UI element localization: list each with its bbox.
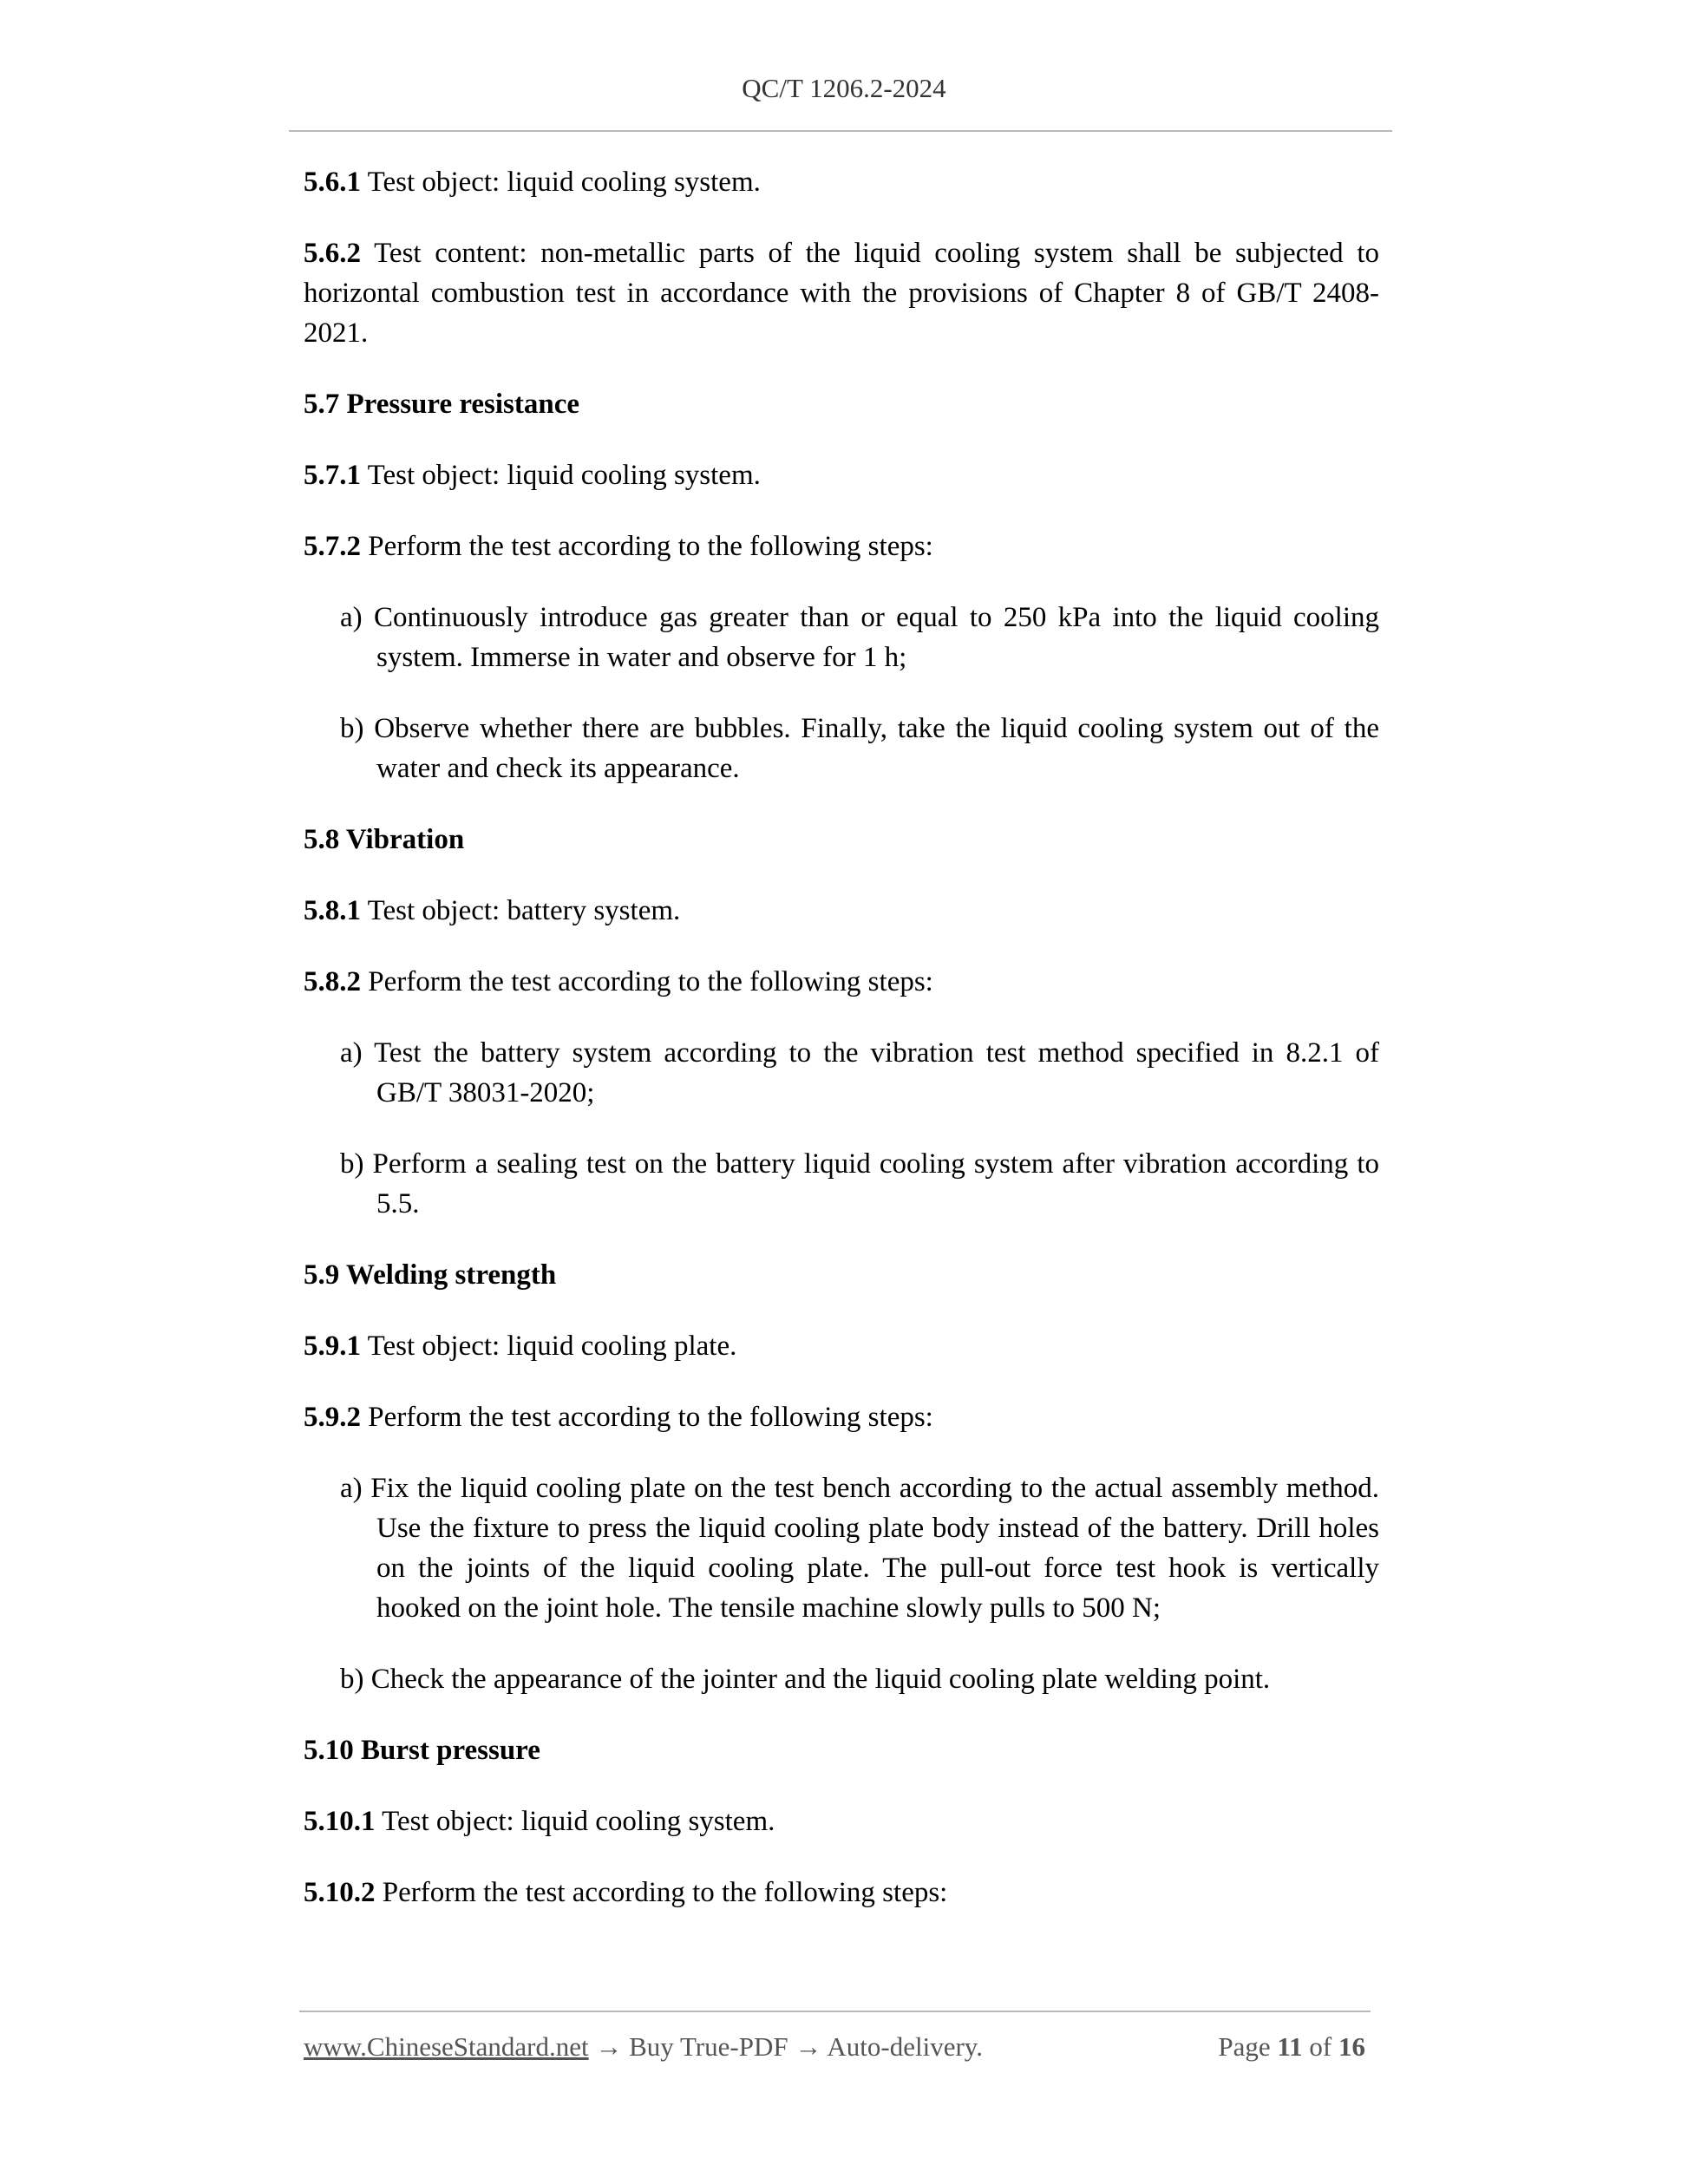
section-heading-5-9: 5.9 Welding strength (304, 1259, 557, 1291)
clause-5-6-2 (304, 233, 1379, 353)
footer-divider (299, 2011, 1371, 2012)
clause-5-10-1 (304, 1801, 1379, 1841)
auto-delivery-text: Auto-delivery. (827, 2031, 984, 2062)
clause-text: Test object: battery system. (361, 895, 681, 926)
document-code: QC/T 1206.2-2024 (742, 73, 946, 103)
clause-text: Perform the test according to the following steps: (361, 531, 933, 562)
clause-number: 5.6.1 (304, 167, 361, 198)
page-label: Page (1218, 2031, 1271, 2062)
clause-text: Test object: liquid cooling system. (361, 460, 761, 491)
clause-number: 5.9.2 (304, 1402, 361, 1433)
arrow-right-icon: → (595, 2031, 623, 2062)
header-divider (289, 130, 1392, 132)
clause-5-6-1 (304, 162, 1379, 202)
website-link[interactable]: www.ChineseStandard.net (304, 2031, 589, 2062)
clause-text: Test content: non-metallic parts of the liquid cooling system shall be subjected to horizontal combustion test in accordance with the provisions of Chapter 8 of GB/T 2408-2021. (304, 238, 1379, 349)
clause-number: 5.8.1 (304, 895, 361, 926)
list-item-5-9-2-a: a) Fix the liquid cooling plate on the test bench according to the actual assembly method. Use the fixture to press the liquid cooling plate body instead of the battery. Drill holes on the joints of the liquid cooling plate. The pull-out force test hook is vertically hooked on the joint hole. The tensile machine slowly pulls to 500 N; (340, 1473, 1379, 1624)
of-label: of (1309, 2031, 1332, 2062)
arrow-right-icon: → (795, 2031, 822, 2062)
clause-number: 5.6.2 (304, 238, 361, 269)
clause-5-9-1 (304, 1326, 1379, 1366)
clause-number: 5.7.1 (304, 460, 361, 491)
clause-5-7-1 (304, 455, 1379, 495)
clause-text: Test object: liquid cooling plate. (361, 1331, 737, 1362)
clause-5-9-2 (304, 1397, 1379, 1437)
clause-text: Perform the test according to the following steps: (375, 1877, 948, 1908)
section-heading-5-8: 5.8 Vibration (304, 824, 465, 855)
list-item-5-9-2-b: b) Check the appearance of the jointer and the liquid cooling plate welding point. (340, 1664, 1271, 1695)
list-item-5-8-2-a: a) Test the battery system according to the vibration test method specified in 8.2.1 of GB/T 38031-2020; (340, 1037, 1379, 1108)
clause-text: Test object: liquid cooling system. (375, 1806, 775, 1837)
page-number: 11 (1277, 2031, 1303, 2062)
clause-number: 5.10.2 (304, 1877, 376, 1908)
clause-text: Perform the test according to the following steps: (361, 1402, 933, 1433)
clause-number: 5.7.2 (304, 531, 361, 562)
section-heading-5-10: 5.10 Burst pressure (304, 1735, 540, 1766)
list-item-5-7-2-b: b) Observe whether there are bubbles. Finally, take the liquid cooling system out of the water and check its appearance. (340, 713, 1379, 784)
clause-5-8-1 (304, 891, 1379, 931)
clause-text: Perform the test according to the following steps: (361, 966, 933, 997)
clause-number: 5.10.1 (304, 1806, 376, 1837)
section-heading-5-7: 5.7 Pressure resistance (304, 389, 580, 420)
buy-pdf-text: Buy True-PDF (629, 2031, 788, 2062)
page-indicator (1218, 2031, 1365, 2063)
list-item-5-8-2-b: b) Perform a sealing test on the battery liquid cooling system after vibration according to 5.5. (340, 1148, 1379, 1220)
clause-5-7-2 (304, 526, 1379, 566)
clause-5-10-2 (304, 1873, 1379, 1913)
clause-text: Test object: liquid cooling system. (361, 167, 761, 198)
footer-promo (304, 2031, 983, 2063)
clause-number: 5.9.1 (304, 1331, 361, 1362)
page-total: 16 (1338, 2031, 1365, 2062)
clause-number: 5.8.2 (304, 966, 361, 997)
clause-5-8-2 (304, 962, 1379, 1002)
document-body (304, 162, 1379, 1944)
list-item-5-7-2-a: a) Continuously introduce gas greater than or equal to 250 kPa into the liquid cooling system. Immerse in water and observe for 1 h; (340, 602, 1379, 673)
